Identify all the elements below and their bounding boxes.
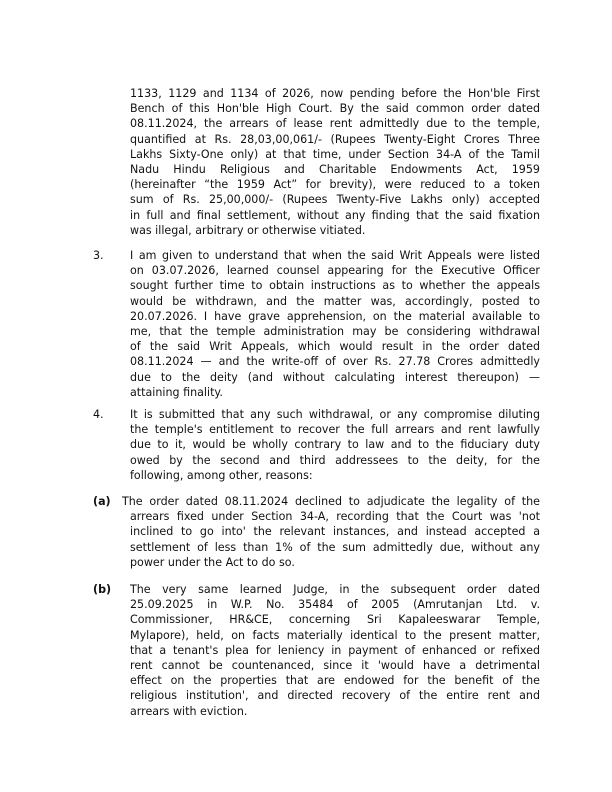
paragraph-line: following, among other, reasons:	[130, 468, 313, 482]
subparagraph-label: (a)	[93, 495, 111, 508]
paragraph-line: power under the Act to do so.	[130, 555, 295, 569]
paragraph-line: due to the deity (and without calculating interest thereupon) —	[130, 370, 540, 384]
paragraph-line: that a tenant's plea for leniency in payment of enhanced or refixed	[130, 643, 540, 657]
paragraph-continued	[130, 86, 540, 238]
paragraph-line: (hereinafter “the 1959 Act” for brevity), were reduced to a token	[130, 178, 540, 192]
paragraph-line: was illegal, arbitrary or otherwise vitiated.	[130, 223, 366, 237]
paragraph-line: the temple's entitlement to recover the full arrears and rent lawfully	[130, 423, 540, 437]
paragraph-line: me, that the temple administration may be considering withdrawal	[130, 325, 540, 339]
paragraph-line: 1133, 1129 and 1134 of 2026, now pending before the Hon'ble First	[130, 87, 540, 100]
paragraph-line: of the said Writ Appeals, which would result in the order dated	[130, 340, 540, 354]
paragraph-line: I am given to understand that when the said Writ Appeals were listed	[130, 249, 540, 262]
paragraph-line: The order dated 08.11.2024 declined to adjudicate the legality of the	[122, 495, 540, 508]
paragraph-line: due to it, would be wholly contrary to law and to the fiduciary duty	[130, 438, 540, 452]
paragraph-line: would be withdrawn, and the matter was, accordingly, posted to	[130, 294, 540, 308]
paragraph-line: attaining finality.	[130, 385, 223, 399]
paragraph-line: arrears with eviction.	[130, 704, 248, 718]
paragraph-line: It is submitted that any such withdrawal, or any compromise diluting	[130, 408, 540, 421]
paragraph-line: settlement of less than 1% of the sum admittedly due, without any	[130, 540, 540, 554]
subparagraph-a	[122, 494, 540, 570]
paragraph-line: sought further time to obtain instructions as to whether the appeals	[130, 279, 540, 293]
paragraph-line: Mylapore), held, on facts materially identical to the present matter,	[130, 628, 540, 642]
paragraph-number: 4.	[93, 408, 104, 421]
paragraph-line: 25.09.2025 in W.P. No. 35484 of 2005 (Amrutanjan Ltd. v.	[130, 598, 540, 612]
subparagraph-b	[130, 582, 540, 719]
paragraph-number: 3.	[93, 249, 104, 262]
paragraph-line: Nadu Hindu Religious and Charitable Endowments Act, 1959	[130, 163, 540, 177]
paragraph-line: 20.07.2026. I have grave apprehension, on the material available to	[130, 309, 540, 323]
paragraph-3	[130, 248, 540, 400]
paragraph-line: effect on the properties that are endowed for the benefit of the	[130, 674, 540, 688]
paragraph-line: religious institution', and directed recovery of the entire rent and	[130, 689, 540, 703]
paragraph-line: 08.11.2024, the arrears of lease rent admittedly due to the temple,	[130, 117, 540, 131]
paragraph-line: quantified at Rs. 28,03,00,061/- (Rupees Twenty-Eight Crores Three	[130, 132, 540, 146]
paragraph-line: in full and final settlement, without any finding that the said fixation	[130, 208, 540, 222]
paragraph-line: arrears fixed under Section 34-A, recording that the Court was 'not	[130, 510, 540, 524]
paragraph-line: on 03.07.2026, learned counsel appearing for the Executive Officer	[130, 264, 540, 278]
paragraph-line: rent cannot be countenanced, since it 'would have a detrimental	[130, 659, 540, 673]
paragraph-line: Lakhs Sixty-One only) at that time, under Section 34-A of the Tamil	[130, 147, 540, 161]
paragraph-line: Commissioner, HR&CE, concerning Sri Kapaleeswarar Temple,	[130, 613, 540, 627]
paragraph-line: Bench of this Hon'ble High Court. By the said common order dated	[130, 102, 540, 116]
paragraph-line: 08.11.2024 — and the write-off of over Rs. 27.78 Crores admittedly	[130, 355, 540, 369]
paragraph-4	[130, 407, 540, 483]
paragraph-line: inclined to go into' the relevant instances, and instead accepted a	[130, 525, 540, 539]
paragraph-line: owed by the second and third addressees to the deity, for the	[130, 453, 540, 467]
paragraph-line: The very same learned Judge, in the subsequent order dated	[130, 583, 540, 596]
paragraph-line: sum of Rs. 25,00,000/- (Rupees Twenty-Five Lakhs only) accepted	[130, 193, 540, 207]
subparagraph-label: (b)	[93, 583, 112, 596]
